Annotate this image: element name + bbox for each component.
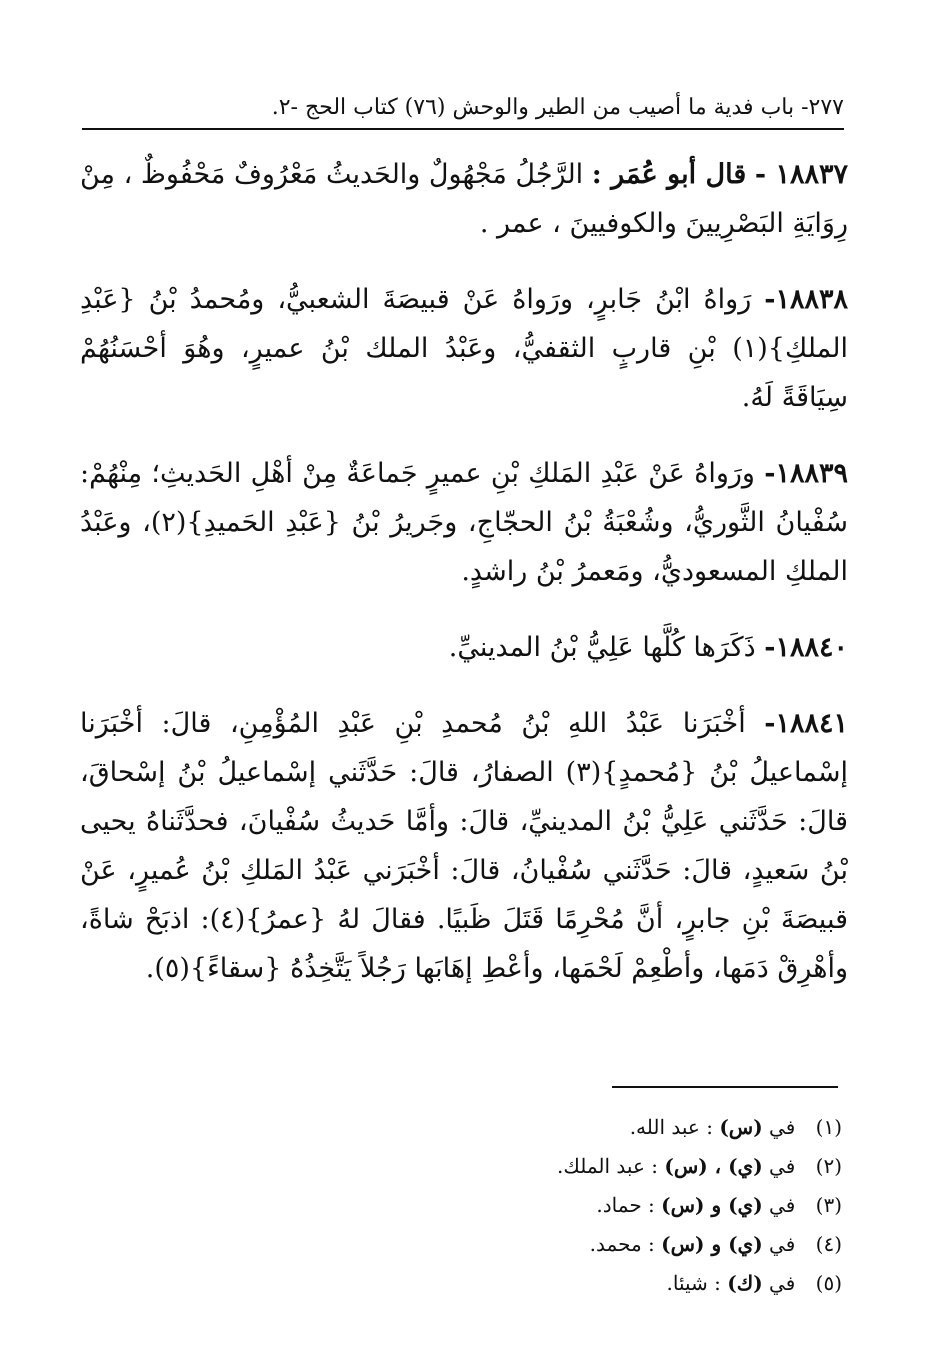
footnote-text: : حماد.: [596, 1193, 655, 1217]
footnote-text: : عبد الله.: [629, 1115, 713, 1139]
paragraph-text: ورَواهُ عَنْ عَبْدِ المَلكِ بْنِ عميرٍ جَماعَةٌ مِنْ أهْلِ الحَديثِ؛ مِنْهُمْ: سُفْيانُ الثَّوريُّ، وشُعْبَةُ بْنُ الحجّاجِ، وجَريرُ بْنُ {عَبْدِ الحَميدِ}(٢)، وعَبْدُ الملكِ المسعوديُّ، ومَعمرُ بْنُ راشدٍ.: [80, 458, 848, 587]
paragraph-number: ١٨٨٣٨-: [764, 284, 848, 315]
footnote-text: : عبد الملك.: [557, 1154, 658, 1178]
footnote-number: (٣): [815, 1193, 842, 1217]
paragraph-number: ١٨٨٣٧ -: [754, 159, 849, 190]
footnote-prefix: في: [769, 1154, 796, 1178]
paragraph-number: ١٨٨٤٠-: [764, 632, 848, 663]
footnote-manuscript: (ي) و (س): [661, 1232, 763, 1256]
footnote-2: [450, 1147, 842, 1186]
footnote-number: (١): [815, 1115, 842, 1139]
footnotes: [450, 1108, 842, 1303]
footnote-1: [450, 1108, 842, 1147]
paragraph-lead: قال أبو عُمَر :: [591, 159, 747, 190]
footnote-3: [450, 1186, 842, 1225]
footnote-number: (٤): [815, 1232, 842, 1256]
paragraph-18837: [80, 150, 848, 248]
footnote-separator: [612, 1086, 838, 1088]
footnote-prefix: في: [769, 1232, 796, 1256]
running-header: [82, 88, 844, 130]
footnote-text: : شيئا.: [666, 1271, 721, 1295]
paragraph-18838: [80, 275, 848, 422]
paragraph-number: ١٨٨٣٩-: [764, 458, 848, 489]
paragraph-number: ١٨٨٤١-: [764, 708, 848, 739]
footnote-prefix: في: [769, 1193, 796, 1217]
footnote-number: (٥): [815, 1271, 842, 1295]
footnote-4: [450, 1225, 842, 1264]
footnote-number: (٢): [815, 1154, 842, 1178]
paragraph-text: رَواهُ ابْنُ جَابرٍ، ورَواهُ عَنْ قبيصَةَ الشعبيُّ، ومُحمدُ بْنُ {عَبْدِ الملكِ}(١) بْنِ قاربٍ الثقفيُّ، وعَبْدُ الملك بْنُ عميرٍ، وهُوَ أحْسَنُهُمْ سِيَاقَةً لَهُ.: [80, 284, 848, 413]
running-header-text: ٢٧٧- باب فدية ما أصيب من الطير والوحش (٧٦) كتاب الحج -٢.: [271, 95, 844, 120]
main-text: [80, 150, 848, 1020]
footnote-prefix: في: [769, 1115, 796, 1139]
footnote-manuscript: (ي) و (س): [661, 1193, 763, 1217]
paragraph-text: الرَّجُلُ مَجْهُولٌ والحَديثُ مَعْرُوفٌ مَحْفُوظٌ ، مِنْ رِوَايَةِ البَصْرِيينَ والكوفيينَ ، عمر .: [80, 159, 848, 239]
footnote-manuscript: (ي) ، (س): [664, 1154, 763, 1178]
paragraph-18840: [80, 623, 848, 672]
footnote-prefix: في: [769, 1271, 796, 1295]
paragraph-text: أخْبَرَنا عَبْدُ اللهِ بْنُ مُحمدِ بْنِ عَبْدِ المُؤْمِنِ، قالَ: أخْبَرَنا إسْماعيلُ بْنُ {مُحمدٍ}(٣) الصفارُ، قالَ: حَدَّثَني إسْماعيلُ بْنُ إسْحاقَ، قالَ: حَدَّثَني عَلِيُّ بْنُ المدينيِّ، قالَ: وأمَّا حَديثُ سُفْيانَ، فحدَّثَناهُ يحيى بْنُ سَعيدٍ، قالَ: حَدَّثَني سُفْيانُ، قالَ: أخْبَرَني عَبْدُ المَلكِ بْنُ عُميرٍ، عَنْ قبيصَةَ بْنِ جابرٍ، أنَّ مُحْرِمًا قَتَلَ ظَبيًا. فقالَ لهُ {عمرُ}(٤): اذبَحْ شاةً، وأهْرِقْ دَمَها، وأطْعِمْ لَحْمَها، وأعْطِ إهَابَها رَجُلاً يَتَّخِذُهُ {سقاءً}(٥).: [80, 708, 848, 984]
footnote-manuscript: (س): [719, 1115, 763, 1139]
footnote-text: : محمد.: [589, 1232, 655, 1256]
paragraph-text: ذَكَرَها كُلَّها عَلِيُّ بْنُ المدينيِّ.: [448, 632, 756, 663]
paragraph-18839: [80, 449, 848, 596]
footnote-manuscript: (ك): [727, 1271, 763, 1295]
paragraph-18841: [80, 699, 848, 993]
footnote-5: [450, 1264, 842, 1303]
